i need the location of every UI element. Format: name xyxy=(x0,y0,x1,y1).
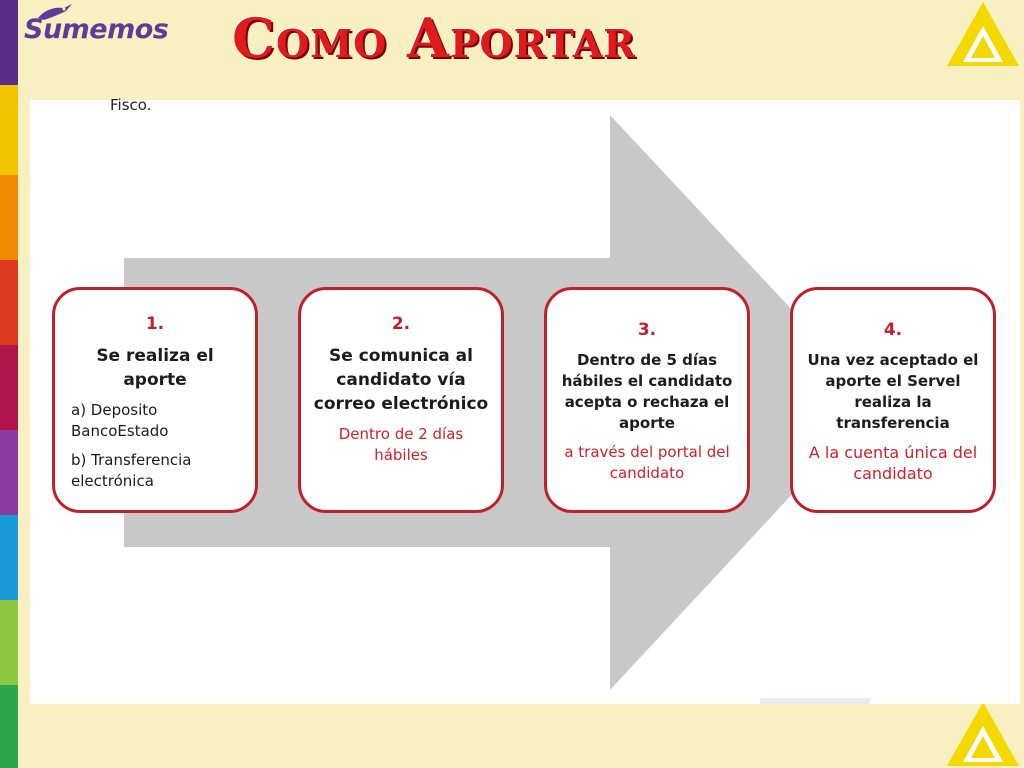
step-number: 4. xyxy=(883,320,903,340)
step-number: 3. xyxy=(637,320,657,340)
step-heading: Se realiza el aporte xyxy=(96,346,214,390)
step-3-box xyxy=(544,287,750,513)
step-heading: Dentro de 5 días hábiles el candidato acepta o rechaza el aporte xyxy=(561,351,733,432)
step-heading: Se comunica al candidato vía correo electrónico xyxy=(313,346,489,414)
step-1-box xyxy=(52,287,258,513)
panel-top-text: Fisco. xyxy=(110,96,152,114)
step-number: 1. xyxy=(145,314,165,334)
step-note: A la cuenta única del candidato xyxy=(808,443,978,483)
step-2-box xyxy=(298,287,504,513)
option-deposit: a) Deposito BancoEstado xyxy=(71,401,169,440)
step-note: a través del portal del candidato xyxy=(564,443,730,482)
step-options xyxy=(65,400,245,492)
step-number: 2. xyxy=(391,314,411,334)
option-transfer: b) Transferencia electrónica xyxy=(71,451,192,490)
page-title: Como Aportar xyxy=(232,6,636,70)
step-note: Dentro de 2 días hábiles xyxy=(338,425,464,464)
sumemos-logo: Sumemos xyxy=(24,14,169,45)
panel-shadow xyxy=(760,698,870,704)
step-4-box xyxy=(790,287,996,513)
step-heading: Una vez aceptado el aporte el Servel realiza la transferencia xyxy=(807,351,979,432)
